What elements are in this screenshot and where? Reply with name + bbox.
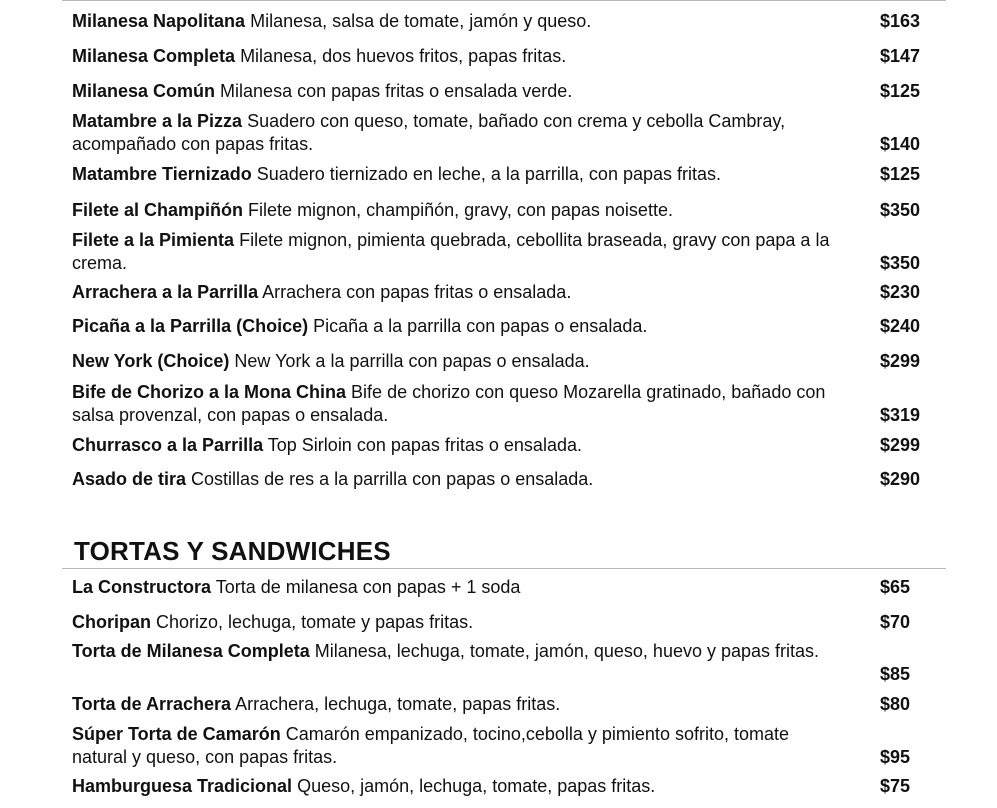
menu-item-name: Arrachera a la Parrilla (72, 282, 259, 302)
menu-item (62, 350, 946, 374)
menu-item-description: Suadero tiernizado en leche, a la parrilla, con papas fritas. (256, 164, 722, 184)
menu-item-price: $85 (880, 664, 911, 684)
menu-item-text (72, 315, 847, 338)
menu-item (62, 693, 946, 717)
menu-item (62, 10, 946, 34)
menu-item-text (72, 434, 847, 457)
menu-item-text (72, 229, 847, 275)
menu-item-name: Milanesa Completa (72, 46, 236, 66)
menu-item-description: Queso, jamón, lechuga, tomate, papas fritas. (297, 776, 656, 796)
menu-item (62, 199, 946, 223)
menu-item-name: Churrasco a la Parrilla (72, 435, 264, 455)
menu-item-name: New York (Choice) (72, 351, 230, 371)
menu-item-name: Torta de Arrachera (72, 694, 232, 714)
menu-item-description: Milanesa, lechuga, tomate, jamón, queso, huevo y papas fritas. (314, 641, 820, 661)
menu-item-name: Hamburguesa Tradicional (72, 776, 293, 796)
menu-item-description: Arrachera, lechuga, tomate, papas fritas. (235, 694, 561, 714)
menu-item-name: Filete a la Pimienta (72, 230, 235, 250)
menu-item-text (72, 693, 847, 716)
menu-item-price: $95 (880, 747, 911, 767)
menu-item-text (72, 468, 847, 491)
menu-item-price: $65 (880, 577, 911, 597)
menu-item-price: $299 (880, 435, 921, 455)
menu-item (62, 110, 946, 156)
menu-item-description: Camarón empanizado, tocino,cebolla y pimiento sofrito, tomate natural y queso, con papas fritas. (72, 724, 789, 767)
menu-item-description: Chorizo, lechuga, tomate y papas fritas. (156, 612, 474, 632)
menu-item (62, 576, 946, 600)
menu-item-name: Asado de tira (72, 469, 187, 489)
menu-item-text (72, 576, 847, 599)
menu-item-price: $125 (880, 81, 921, 101)
menu-item (62, 163, 946, 187)
menu-item-description: Costillas de res a la parrilla con papas o ensalada. (191, 469, 594, 489)
menu-item-name: Bife de Chorizo a la Mona China (72, 382, 347, 402)
menu-item-description: New York a la parrilla con papas o ensalada. (234, 351, 590, 371)
menu-item-text (72, 45, 847, 68)
menu-item-price: $163 (880, 11, 921, 31)
menu-item-name: Matambre a la Pizza (72, 111, 243, 131)
main-dishes-section (62, 0, 946, 520)
menu-item (62, 229, 946, 275)
tortas-section (62, 568, 946, 808)
menu-item-description: Bife de chorizo con queso Mozarella gratinado, bañado con salsa provenzal, con papas o ensalada. (72, 382, 826, 425)
menu-item (62, 80, 946, 104)
menu-item-name: La Constructora (72, 577, 212, 597)
menu-item-name: Milanesa Napolitana (72, 11, 246, 31)
menu-item-name: Torta de Milanesa Completa (72, 641, 310, 661)
menu-item-price: $299 (880, 351, 921, 371)
menu-item-text (72, 775, 847, 798)
menu-item-text (72, 640, 847, 663)
menu-item (62, 434, 946, 458)
menu-item-description: Milanesa, salsa de tomate, jamón y queso. (250, 11, 592, 31)
menu-item (62, 640, 946, 686)
menu-item-name: Súper Torta de Camarón (72, 724, 281, 744)
menu-item-price: $240 (880, 316, 921, 336)
section-rule (62, 568, 946, 569)
menu-item-price: $350 (880, 253, 921, 273)
menu-item-text (72, 281, 847, 304)
menu-item (62, 775, 946, 799)
menu-item-price: $147 (880, 46, 921, 66)
menu-item-price: $125 (880, 164, 921, 184)
menu-item-name: Matambre Tiernizado (72, 164, 252, 184)
menu-item (62, 723, 946, 769)
menu-item-price: $75 (880, 776, 911, 796)
menu-item-text (72, 199, 847, 222)
menu-item (62, 611, 946, 635)
menu-item-price: $350 (880, 200, 921, 220)
menu-item-text (72, 110, 847, 156)
menu-item-description: Picaña a la parrilla con papas o ensalada. (313, 316, 648, 336)
menu-item-price: $70 (880, 612, 911, 632)
menu-item-text (72, 723, 847, 769)
menu-item-text (72, 381, 847, 427)
menu-item-description: Milanesa con papas fritas o ensalada verde. (220, 81, 573, 101)
menu-item-description: Suadero con queso, tomate, bañado con crema y cebolla Cambray, acompañado con papas fritas. (72, 111, 786, 154)
menu-item-description: Arrachera con papas fritas o ensalada. (262, 282, 572, 302)
menu-item (62, 315, 946, 339)
menu-item-description: Top Sirloin con papas fritas o ensalada. (267, 435, 582, 455)
section-heading-tortas-y-sandwiches: TORTAS Y SANDWICHES (74, 536, 391, 566)
menu-item-text (72, 350, 847, 373)
menu-item-text (72, 611, 847, 634)
menu-item-name: Picaña a la Parrilla (Choice) (72, 316, 309, 336)
menu-item-description: Filete mignon, pimienta quebrada, cebollita braseada, gravy con papa a la crema. (72, 230, 830, 273)
menu-item-text (72, 10, 847, 33)
menu-item (62, 45, 946, 69)
menu-item-name: Choripan (72, 612, 151, 632)
menu-item-name: Filete al Champiñón (72, 200, 244, 220)
menu-item-price: $230 (880, 282, 921, 302)
menu-item-price: $319 (880, 405, 921, 425)
menu-item-description: Filete mignon, champiñón, gravy, con papas noisette. (248, 200, 673, 220)
menu-item-description: Milanesa, dos huevos fritos, papas fritas. (240, 46, 567, 66)
menu-item-name: Milanesa Común (72, 81, 216, 101)
menu-item-price: $290 (880, 469, 921, 489)
menu-item-text (72, 80, 847, 103)
menu-item-text (72, 163, 847, 186)
menu-item (62, 468, 946, 492)
menu-item-price: $140 (880, 134, 921, 154)
menu-item (62, 281, 946, 305)
menu-item-description: Torta de milanesa con papas + 1 soda (215, 577, 521, 597)
menu-item (62, 381, 946, 427)
menu-item-price: $80 (880, 694, 911, 714)
top-rule (62, 0, 946, 1)
